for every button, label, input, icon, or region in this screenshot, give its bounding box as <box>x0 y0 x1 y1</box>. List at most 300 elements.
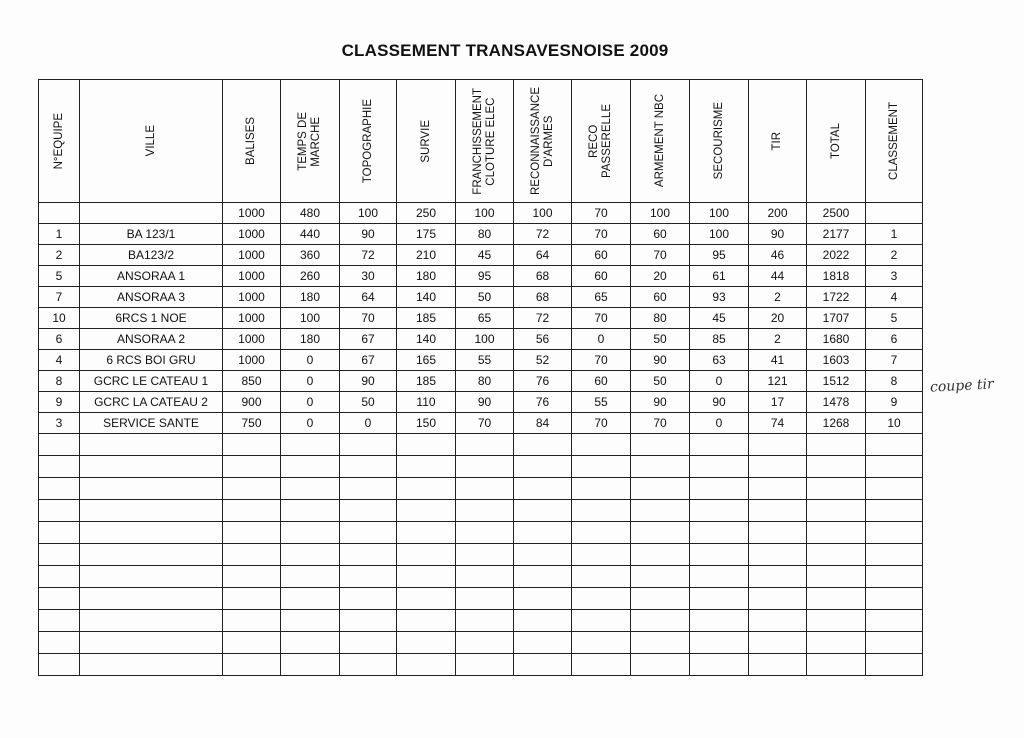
empty-cell <box>690 632 749 654</box>
empty-cell <box>866 588 923 610</box>
table-cell: 1722 <box>807 287 866 308</box>
empty-cell <box>39 544 80 566</box>
column-header <box>866 80 923 203</box>
empty-cell <box>631 588 690 610</box>
empty-cell <box>514 654 572 676</box>
empty-cell <box>690 610 749 632</box>
table-cell: 67 <box>340 350 397 371</box>
table-row <box>39 266 923 287</box>
table-cell: 76 <box>514 371 572 392</box>
empty-cell <box>281 500 340 522</box>
empty-cell <box>223 456 281 478</box>
column-header <box>456 80 514 203</box>
table-cell: 85 <box>690 329 749 350</box>
table-cell: 90 <box>631 392 690 413</box>
city-cell: GCRC LA CATEAU 2 <box>80 392 223 413</box>
table-cell: 63 <box>690 350 749 371</box>
empty-cell <box>572 566 631 588</box>
table-cell: 140 <box>397 329 456 350</box>
table-cell: 74 <box>749 413 807 434</box>
table-row <box>39 350 923 371</box>
table-row <box>39 371 923 392</box>
table-cell: 1 <box>866 224 923 245</box>
table-cell: 1603 <box>807 350 866 371</box>
empty-cell <box>340 610 397 632</box>
empty-cell <box>397 522 456 544</box>
table-cell: 20 <box>631 266 690 287</box>
empty-cell <box>340 588 397 610</box>
empty-cell <box>223 610 281 632</box>
empty-cell <box>572 588 631 610</box>
table-cell: 95 <box>456 266 514 287</box>
empty-cell <box>456 632 514 654</box>
table-cell: 1478 <box>807 392 866 413</box>
max-points-cell: 200 <box>749 203 807 224</box>
empty-cell <box>397 456 456 478</box>
table-cell: 210 <box>397 245 456 266</box>
table-cell: 2 <box>866 245 923 266</box>
table-cell: 2 <box>749 287 807 308</box>
table-cell: 10 <box>39 308 80 329</box>
table-cell: 80 <box>631 308 690 329</box>
column-header-label: N°EQUIPE <box>52 112 65 170</box>
empty-cell <box>749 434 807 456</box>
table-cell: 50 <box>631 371 690 392</box>
empty-cell <box>39 456 80 478</box>
empty-cell <box>340 478 397 500</box>
column-header <box>80 80 223 203</box>
empty-cell <box>281 610 340 632</box>
empty-cell <box>866 522 923 544</box>
column-header-label: FRANCHISSEMENT CLOTURE ELEC <box>471 87 497 195</box>
empty-row <box>39 478 923 500</box>
table-cell: 90 <box>631 350 690 371</box>
empty-cell <box>80 610 223 632</box>
empty-cell <box>690 544 749 566</box>
empty-cell <box>631 654 690 676</box>
column-header <box>749 80 807 203</box>
empty-cell <box>456 544 514 566</box>
empty-cell <box>690 522 749 544</box>
city-cell: SERVICE SANTE <box>80 413 223 434</box>
table-cell: 0 <box>690 413 749 434</box>
table-cell: 100 <box>690 224 749 245</box>
table-cell: 9 <box>39 392 80 413</box>
empty-cell <box>514 456 572 478</box>
table-cell: 60 <box>631 224 690 245</box>
table-cell: 50 <box>631 329 690 350</box>
table-cell: 150 <box>397 413 456 434</box>
empty-cell <box>39 478 80 500</box>
table-cell: 0 <box>281 392 340 413</box>
table-row <box>39 287 923 308</box>
empty-cell <box>456 610 514 632</box>
table-cell: 360 <box>281 245 340 266</box>
empty-cell <box>397 610 456 632</box>
table-cell: 1512 <box>807 371 866 392</box>
table-cell: 90 <box>456 392 514 413</box>
table-cell: 64 <box>340 287 397 308</box>
city-cell: ANSORAA 1 <box>80 266 223 287</box>
table-cell: 67 <box>340 329 397 350</box>
empty-cell <box>514 588 572 610</box>
table-cell: 90 <box>340 371 397 392</box>
city-cell: 6RCS 1 NOE <box>80 308 223 329</box>
empty-cell <box>572 632 631 654</box>
city-cell: ANSORAA 3 <box>80 287 223 308</box>
column-header <box>807 80 866 203</box>
empty-cell <box>397 478 456 500</box>
empty-cell <box>223 478 281 500</box>
column-header <box>340 80 397 203</box>
city-cell: BA 123/1 <box>80 224 223 245</box>
empty-cell <box>281 478 340 500</box>
table-cell: 68 <box>514 266 572 287</box>
empty-cell <box>223 544 281 566</box>
empty-cell <box>807 478 866 500</box>
empty-cell <box>631 478 690 500</box>
table-cell: 180 <box>281 329 340 350</box>
empty-cell <box>397 654 456 676</box>
empty-cell <box>749 544 807 566</box>
empty-cell <box>749 654 807 676</box>
table-cell: 1000 <box>223 287 281 308</box>
empty-cell <box>456 500 514 522</box>
table-cell: 90 <box>690 392 749 413</box>
table-cell: 70 <box>340 308 397 329</box>
table-cell: 65 <box>572 287 631 308</box>
empty-cell <box>456 566 514 588</box>
empty-row <box>39 456 923 478</box>
table-cell: 440 <box>281 224 340 245</box>
ranking-table <box>38 79 923 676</box>
empty-cell <box>866 478 923 500</box>
table-cell: 70 <box>572 413 631 434</box>
table-cell: 44 <box>749 266 807 287</box>
empty-cell <box>572 434 631 456</box>
empty-cell <box>514 522 572 544</box>
empty-cell <box>749 500 807 522</box>
max-points-cell: 100 <box>690 203 749 224</box>
max-points-cell: 70 <box>572 203 631 224</box>
table-cell: 52 <box>514 350 572 371</box>
empty-row <box>39 566 923 588</box>
table-cell: 80 <box>456 224 514 245</box>
table-row <box>39 245 923 266</box>
empty-cell <box>223 522 281 544</box>
empty-cell <box>690 588 749 610</box>
table-cell: 80 <box>456 371 514 392</box>
table-cell: 72 <box>514 224 572 245</box>
table-cell: 1268 <box>807 413 866 434</box>
max-points-row <box>39 203 923 224</box>
empty-cell <box>807 610 866 632</box>
empty-cell <box>456 478 514 500</box>
table-cell: 8 <box>39 371 80 392</box>
table-cell: 50 <box>340 392 397 413</box>
empty-cell <box>807 544 866 566</box>
table-cell: 1000 <box>223 245 281 266</box>
table-cell: 1818 <box>807 266 866 287</box>
empty-cell <box>514 632 572 654</box>
empty-cell <box>866 500 923 522</box>
empty-cell <box>39 566 80 588</box>
empty-cell <box>514 566 572 588</box>
empty-cell <box>631 456 690 478</box>
table-row <box>39 308 923 329</box>
table-cell: 20 <box>749 308 807 329</box>
column-header <box>39 80 80 203</box>
table-cell: 0 <box>281 413 340 434</box>
table-cell: 0 <box>281 371 340 392</box>
column-header-label: ARMEMENT NBC <box>653 94 666 188</box>
empty-cell <box>340 434 397 456</box>
column-header-label: SECOURISME <box>712 102 725 180</box>
table-cell: 1000 <box>223 266 281 287</box>
column-header-label: TOPOGRAPHIE <box>361 98 374 184</box>
column-header <box>631 80 690 203</box>
empty-cell <box>631 522 690 544</box>
empty-cell <box>80 478 223 500</box>
table-cell: 65 <box>456 308 514 329</box>
empty-cell <box>572 522 631 544</box>
empty-cell <box>340 522 397 544</box>
column-header-label: TEMPS DE MARCHE <box>297 111 322 171</box>
empty-cell <box>397 588 456 610</box>
empty-cell <box>281 566 340 588</box>
table-cell: 1000 <box>223 350 281 371</box>
empty-cell <box>749 478 807 500</box>
empty-cell <box>690 500 749 522</box>
max-points-cell: 100 <box>514 203 572 224</box>
table-cell: 2 <box>749 329 807 350</box>
city-cell: 6 RCS BOI GRU <box>80 350 223 371</box>
empty-cell <box>749 566 807 588</box>
empty-cell <box>281 522 340 544</box>
empty-cell <box>807 632 866 654</box>
empty-cell <box>397 632 456 654</box>
empty-cell <box>456 434 514 456</box>
empty-cell <box>807 588 866 610</box>
table-cell: 70 <box>456 413 514 434</box>
table-cell: 5 <box>39 266 80 287</box>
table-cell: 60 <box>631 287 690 308</box>
empty-cell <box>572 610 631 632</box>
column-header-label: TIR <box>771 131 783 151</box>
table-cell: 76 <box>514 392 572 413</box>
table-cell: 140 <box>397 287 456 308</box>
empty-cell <box>572 456 631 478</box>
empty-cell <box>281 434 340 456</box>
table-cell: 2177 <box>807 224 866 245</box>
table-cell: 121 <box>749 371 807 392</box>
table-cell: 6 <box>39 329 80 350</box>
table-cell: 30 <box>340 266 397 287</box>
table-cell: 1000 <box>223 308 281 329</box>
empty-cell <box>39 434 80 456</box>
table-cell: 60 <box>572 371 631 392</box>
column-header <box>514 80 572 203</box>
table-cell: 55 <box>572 392 631 413</box>
table-row <box>39 392 923 413</box>
table-cell: 17 <box>749 392 807 413</box>
empty-cell <box>223 434 281 456</box>
table-cell: 84 <box>514 413 572 434</box>
empty-cell <box>340 654 397 676</box>
empty-cell <box>281 632 340 654</box>
empty-cell <box>631 566 690 588</box>
empty-cell <box>807 654 866 676</box>
empty-cell <box>397 566 456 588</box>
column-header-label: RECO PASSERELLE <box>588 104 613 178</box>
max-points-cell: 100 <box>631 203 690 224</box>
empty-row <box>39 544 923 566</box>
empty-row <box>39 632 923 654</box>
table-cell: 95 <box>690 245 749 266</box>
table-cell: 850 <box>223 371 281 392</box>
city-cell: BA123/2 <box>80 245 223 266</box>
table-cell: 165 <box>397 350 456 371</box>
table-cell: 70 <box>572 350 631 371</box>
empty-cell <box>690 456 749 478</box>
table-cell: 180 <box>397 266 456 287</box>
column-header <box>397 80 456 203</box>
table-cell: 3 <box>39 413 80 434</box>
empty-cell <box>80 654 223 676</box>
city-cell: ANSORAA 2 <box>80 329 223 350</box>
empty-cell <box>631 544 690 566</box>
table-cell: 68 <box>514 287 572 308</box>
empty-cell <box>340 544 397 566</box>
empty-cell <box>572 478 631 500</box>
empty-cell <box>80 522 223 544</box>
empty-cell <box>39 632 80 654</box>
empty-cell <box>39 654 80 676</box>
max-points-cell <box>866 203 923 224</box>
table-cell: 90 <box>340 224 397 245</box>
table-cell: 185 <box>397 308 456 329</box>
table-cell: 60 <box>572 245 631 266</box>
max-points-cell: 480 <box>281 203 340 224</box>
empty-cell <box>866 632 923 654</box>
empty-cell <box>223 566 281 588</box>
empty-cell <box>340 500 397 522</box>
table-row <box>39 329 923 350</box>
empty-cell <box>690 478 749 500</box>
column-header <box>572 80 631 203</box>
table-cell: 55 <box>456 350 514 371</box>
empty-cell <box>39 588 80 610</box>
empty-cell <box>749 522 807 544</box>
empty-cell <box>572 544 631 566</box>
page-title: CLASSEMENT TRANSAVESNOISE 2009 <box>341 41 669 60</box>
empty-cell <box>80 456 223 478</box>
empty-cell <box>340 456 397 478</box>
empty-cell <box>39 522 80 544</box>
max-points-cell: 1000 <box>223 203 281 224</box>
handwritten-note: coupe tir <box>929 376 995 396</box>
table-cell: 93 <box>690 287 749 308</box>
empty-cell <box>631 434 690 456</box>
max-points-cell: 2500 <box>807 203 866 224</box>
max-points-cell <box>39 203 80 224</box>
empty-row <box>39 522 923 544</box>
empty-cell <box>39 610 80 632</box>
table-row <box>39 224 923 245</box>
empty-cell <box>690 654 749 676</box>
column-header-label: SURVIE <box>419 119 432 163</box>
empty-row <box>39 610 923 632</box>
table-cell: 61 <box>690 266 749 287</box>
table-cell: 50 <box>456 287 514 308</box>
empty-row <box>39 588 923 610</box>
table-cell: 4 <box>866 287 923 308</box>
empty-cell <box>807 456 866 478</box>
table-cell: 0 <box>340 413 397 434</box>
table-cell: 56 <box>514 329 572 350</box>
table-cell: 70 <box>572 224 631 245</box>
table-cell: 0 <box>281 350 340 371</box>
empty-cell <box>80 434 223 456</box>
table-cell: 45 <box>690 308 749 329</box>
table-cell: 110 <box>397 392 456 413</box>
table-cell: 5 <box>866 308 923 329</box>
empty-cell <box>866 544 923 566</box>
empty-cell <box>456 654 514 676</box>
empty-cell <box>807 566 866 588</box>
table-cell: 185 <box>397 371 456 392</box>
empty-cell <box>749 588 807 610</box>
empty-cell <box>631 632 690 654</box>
table-cell: 0 <box>690 371 749 392</box>
table-cell: 90 <box>749 224 807 245</box>
empty-cell <box>514 500 572 522</box>
table-cell: 1000 <box>223 224 281 245</box>
empty-cell <box>631 610 690 632</box>
empty-cell <box>749 610 807 632</box>
max-points-cell: 100 <box>456 203 514 224</box>
empty-cell <box>80 632 223 654</box>
empty-cell <box>514 434 572 456</box>
table-cell: 8 <box>866 371 923 392</box>
table-cell: 1707 <box>807 308 866 329</box>
empty-cell <box>514 544 572 566</box>
column-header-label: VILLE <box>144 125 157 157</box>
empty-cell <box>572 500 631 522</box>
table-cell: 750 <box>223 413 281 434</box>
empty-cell <box>514 610 572 632</box>
table-cell: 60 <box>572 266 631 287</box>
empty-cell <box>456 456 514 478</box>
column-header-label: TOTAL <box>829 123 842 159</box>
column-header <box>690 80 749 203</box>
table-cell: 180 <box>281 287 340 308</box>
empty-cell <box>866 434 923 456</box>
empty-cell <box>340 632 397 654</box>
table-cell: 72 <box>514 308 572 329</box>
empty-cell <box>340 566 397 588</box>
empty-cell <box>397 544 456 566</box>
empty-cell <box>749 456 807 478</box>
max-points-cell: 250 <box>397 203 456 224</box>
table-cell: 45 <box>456 245 514 266</box>
empty-cell <box>80 566 223 588</box>
empty-cell <box>80 544 223 566</box>
table-cell: 64 <box>514 245 572 266</box>
table-cell: 100 <box>456 329 514 350</box>
empty-row <box>39 654 923 676</box>
city-cell: GCRC LE CATEAU 1 <box>80 371 223 392</box>
